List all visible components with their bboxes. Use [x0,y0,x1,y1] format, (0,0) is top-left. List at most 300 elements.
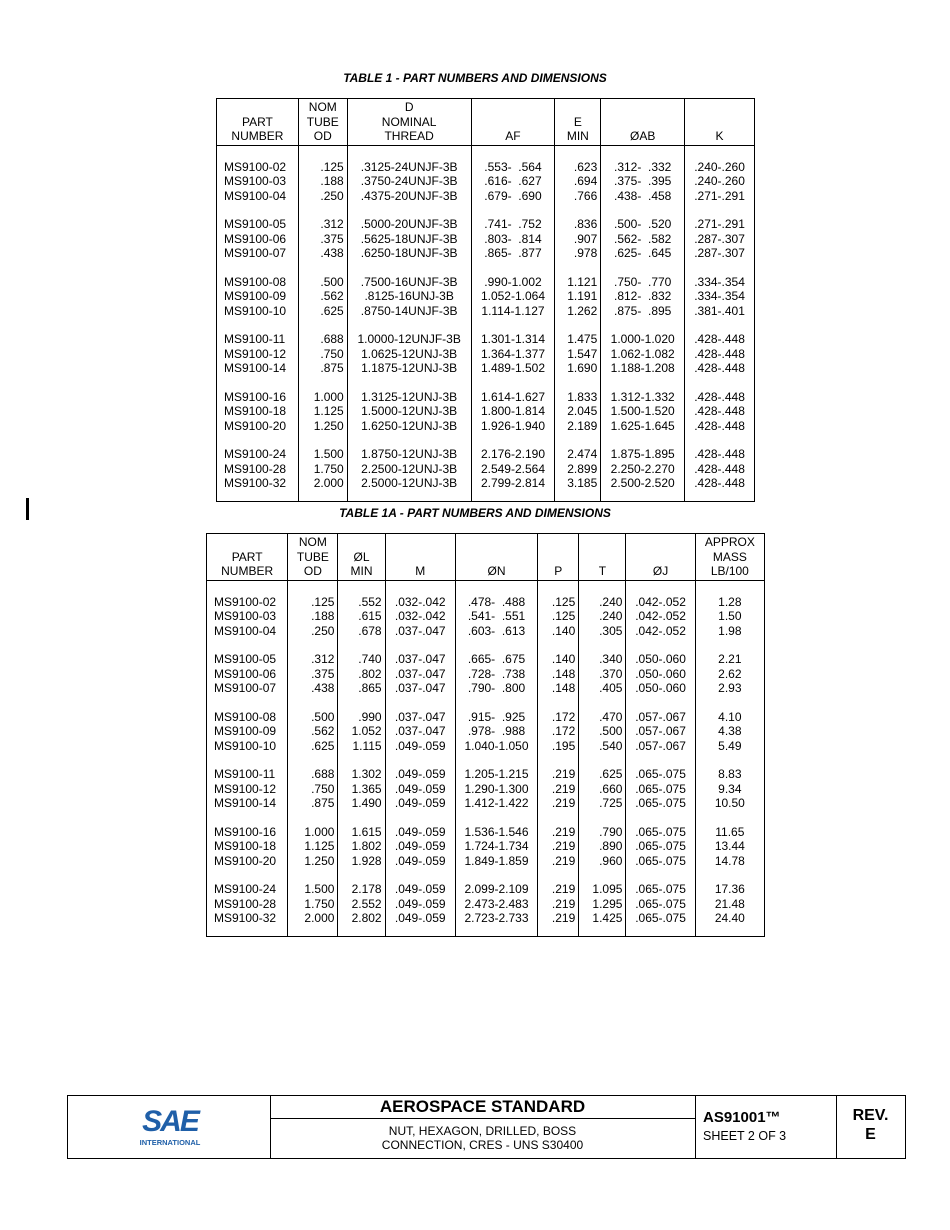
spacer-cell [471,145,555,160]
table-cell: 2.500-2.520 [601,476,685,491]
table-cell: .049-.059 [385,911,455,926]
table-cell: 2.802 [338,911,385,926]
table-cell: 1.040-1.050 [455,739,537,754]
table-cell: .148 [538,667,579,682]
row-spacer [207,753,765,767]
table-cell: .428-.448 [685,361,755,376]
part-number-cell: MS9100-28 [207,897,288,912]
table-cell: .428-.448 [685,476,755,491]
table-cell: 4.38 [695,724,764,739]
table-row [217,404,755,419]
spacer-cell [538,868,579,882]
table-cell: 2.473-2.483 [455,897,537,912]
part-number-cell: MS9100-18 [207,839,288,854]
spacer-cell [695,696,764,710]
table-row [217,174,755,189]
table-row [217,217,755,232]
header-text: APPROX [704,535,755,549]
spacer-cell [338,696,385,710]
table-cell: 13.44 [695,839,764,854]
spacer-cell [207,753,288,767]
table-cell: 2.176-2.190 [471,447,555,462]
spacer-cell [298,203,347,217]
table-row [217,160,755,175]
spacer-cell [385,753,455,767]
table-cell: 11.65 [695,825,764,840]
spacer-cell [555,145,601,160]
header-text: ØL [353,549,370,564]
part-number-cell: MS9100-05 [207,652,288,667]
table-cell: .625- .645 [601,246,685,261]
spacer-cell [385,926,455,937]
part-number-cell: MS9100-12 [207,782,288,797]
part-number-cell: MS9100-08 [207,710,288,725]
spacer-cell [471,261,555,275]
row-spacer [217,145,755,160]
table-cell: .470 [579,710,626,725]
spacer-cell [555,491,601,502]
table-cell: .125 [538,609,579,624]
table-row [207,739,765,754]
spacer-cell [471,203,555,217]
table-cell: 2.099-2.109 [455,882,537,897]
table-cell: .6250-18UNJF-3B [347,246,471,261]
table-cell: 2.045 [555,404,601,419]
header-text: MIN [350,564,373,578]
table-cell: 2.899 [555,462,601,477]
table-row [207,825,765,840]
table-cell: .428-.448 [685,447,755,462]
table-cell: .049-.059 [385,782,455,797]
table-cell: 1.833 [555,390,601,405]
table-cell: .219 [538,911,579,926]
spacer-cell [538,580,579,595]
table-row [217,332,755,347]
spacer-cell [555,376,601,390]
part-number-cell: MS9100-11 [207,767,288,782]
table-cell: .032-.042 [385,595,455,610]
table-cell: .603- .613 [455,624,537,639]
table-cell: 1.98 [695,624,764,639]
table-cell: .8125-16UNJ-3B [347,289,471,304]
table-cell: .312 [298,217,347,232]
part-number-cell: MS9100-03 [217,174,299,189]
table-row [217,476,755,491]
table-cell: 2.189 [555,419,601,434]
table-cell: 2.62 [695,667,764,682]
sae-logo [138,1103,202,1149]
table-cell: 1.250 [288,854,338,869]
table-row [217,189,755,204]
spacer-cell [217,318,299,332]
table-cell: 1.475 [555,332,601,347]
revision [836,1106,905,1144]
spacer-cell [347,433,471,447]
spacer-cell [288,811,338,825]
table-cell: .500 [298,275,347,290]
table-cell: .381-.401 [685,304,755,319]
table-cell: .625 [579,767,626,782]
table-cell: 2.178 [338,882,385,897]
table-cell: .050-.060 [626,667,695,682]
table-cell: 2.5000-12UNJ-3B [347,476,471,491]
table-cell: 1.928 [338,854,385,869]
table-cell: .050-.060 [626,681,695,696]
table-cell: .172 [538,710,579,725]
table-cell: 1.724-1.734 [455,839,537,854]
spacer-cell [626,811,695,825]
part-number-cell: MS9100-04 [207,624,288,639]
table1-body [217,145,755,501]
table-cell: .890 [579,839,626,854]
table-cell: .057-.067 [626,710,695,725]
spacer-cell [579,638,626,652]
part-number-cell: MS9100-12 [217,347,299,362]
table-cell: .500- .520 [601,217,685,232]
table-cell: .219 [538,767,579,782]
table-cell: .148 [538,681,579,696]
table-cell: 1.5000-12UNJ-3B [347,404,471,419]
table-cell: .219 [538,854,579,869]
table-cell: .037-.047 [385,667,455,682]
part-number-cell: MS9100-16 [207,825,288,840]
header-text: ØN [487,564,506,578]
table-cell: 1.0000-12UNJF-3B [347,332,471,347]
table-cell: 21.48 [695,897,764,912]
spacer-cell [385,696,455,710]
description-line-1: NUT, HEXAGON, DRILLED, BOSS [388,1124,577,1138]
table-cell: .219 [538,782,579,797]
table-cell: .725 [579,796,626,811]
table-cell: .049-.059 [385,796,455,811]
table-row [207,854,765,869]
table-cell: 1.500-1.520 [601,404,685,419]
table1-header-col-1 [298,99,347,146]
spacer-cell [217,376,299,390]
spacer-cell [455,638,537,652]
table-cell: 2.250-2.270 [601,462,685,477]
table-cell: .065-.075 [626,882,695,897]
part-number-cell: MS9100-11 [217,332,299,347]
table-cell: 1.312-1.332 [601,390,685,405]
table-cell: .540 [579,739,626,754]
table-cell: .312 [288,652,338,667]
standard-description [270,1124,695,1152]
header-text: PART [241,114,273,129]
spacer-cell [601,491,685,502]
table1-header-col-0 [217,99,299,146]
spacer-cell [338,811,385,825]
table-cell: 2.549-2.564 [471,462,555,477]
spacer-cell [471,491,555,502]
table-cell: 1.000 [298,390,347,405]
table-row [217,447,755,462]
table1a-title: TABLE 1A - PART NUMBERS AND DIMENSIONS [339,506,611,520]
table-cell: .428-.448 [685,404,755,419]
part-number-cell: MS9100-09 [207,724,288,739]
spacer-cell [626,580,695,595]
spacer-cell [217,261,299,275]
part-number-cell: MS9100-05 [217,217,299,232]
table-cell: .032-.042 [385,609,455,624]
table-cell: .125 [538,595,579,610]
table-cell: .049-.059 [385,767,455,782]
table-cell: .679- .690 [471,189,555,204]
table-cell: .195 [538,739,579,754]
table-cell: .803- .814 [471,232,555,247]
spacer-cell [288,580,338,595]
spacer-cell [298,491,347,502]
spacer-cell [601,261,685,275]
table-row [207,652,765,667]
table-cell: .836 [555,217,601,232]
table-cell: .625 [288,739,338,754]
spacer-cell [207,580,288,595]
table-cell: .500 [288,710,338,725]
table-cell: .125 [288,595,338,610]
table-cell: .037-.047 [385,724,455,739]
spacer-cell [288,696,338,710]
table1a-header-row [207,534,765,581]
spacer-cell [338,580,385,595]
table-cell: 2.93 [695,681,764,696]
spacer-cell [626,638,695,652]
spacer-cell [298,318,347,332]
spacer-cell [685,491,755,502]
spacer-cell [288,926,338,937]
spacer-cell [455,926,537,937]
table-cell: .665- .675 [455,652,537,667]
header-text: TUBE [296,549,329,564]
table-cell: 1.849-1.859 [455,854,537,869]
table-cell: 1.115 [338,739,385,754]
table-cell: .219 [538,839,579,854]
table-row [217,304,755,319]
table-cell: 8.83 [695,767,764,782]
table1a-header-col-1 [288,534,338,581]
spacer-cell [685,376,755,390]
spacer-cell [538,926,579,937]
table-cell: 1.364-1.377 [471,347,555,362]
revision-cell [836,1096,905,1158]
table-cell: 2.552 [338,897,385,912]
table-cell: 1.052 [338,724,385,739]
part-number-cell: MS9100-32 [207,911,288,926]
row-spacer [217,203,755,217]
spacer-cell [207,638,288,652]
part-number-cell: MS9100-10 [217,304,299,319]
header-text: OD [303,564,322,578]
table-cell: 1.365 [338,782,385,797]
document-cell [695,1096,837,1158]
table-cell: .219 [538,825,579,840]
spacer-cell [298,145,347,160]
part-number-cell: MS9100-03 [207,609,288,624]
table-cell: .049-.059 [385,839,455,854]
spacer-cell [385,811,455,825]
table-cell: 2.723-2.733 [455,911,537,926]
table-cell: .552 [338,595,385,610]
table-row [207,595,765,610]
spacer-cell [207,811,288,825]
row-spacer [207,580,765,595]
table1a-header-col-7 [626,534,695,581]
table-cell: 1.205-1.215 [455,767,537,782]
spacer-cell [338,926,385,937]
table-cell: 1.750 [298,462,347,477]
spacer-cell [601,318,685,332]
spacer-cell [579,868,626,882]
table-cell: .042-.052 [626,609,695,624]
spacer-cell [601,376,685,390]
table-cell: .188 [288,609,338,624]
table-cell: .4375-20UNJF-3B [347,189,471,204]
table-cell: .312- .332 [601,160,685,175]
table-cell: .875 [288,796,338,811]
table-row [217,275,755,290]
table-cell: .562 [298,289,347,304]
table-row [217,419,755,434]
table-row [207,782,765,797]
table-cell: .978 [555,246,601,261]
table-cell: .428-.448 [685,419,755,434]
table-cell: 1.625-1.645 [601,419,685,434]
table-row [207,681,765,696]
table1a [206,533,765,937]
spacer-cell [298,376,347,390]
table1a-header-col-6 [579,534,626,581]
table-cell: .042-.052 [626,624,695,639]
table-cell: .625 [298,304,347,319]
table-cell: .562- .582 [601,232,685,247]
table-cell: .140 [538,652,579,667]
table1 [216,98,755,502]
table-cell: 2.000 [298,476,347,491]
table-cell: .623 [555,160,601,175]
header-text: NOM [308,100,337,114]
table-cell: .790- .800 [455,681,537,696]
table-cell: .907 [555,232,601,247]
table-cell: .240-.260 [685,160,755,175]
table-cell: .065-.075 [626,782,695,797]
table-cell: 1.3125-12UNJ-3B [347,390,471,405]
part-number-cell: MS9100-09 [217,289,299,304]
table-cell: .188 [298,174,347,189]
table-cell: 1.800-1.814 [471,404,555,419]
spacer-cell [695,868,764,882]
spacer-cell [347,145,471,160]
table-cell: .375 [298,232,347,247]
spacer-cell [298,261,347,275]
header-text: NOMINAL [381,114,437,129]
table-cell: .219 [538,796,579,811]
standard-cell [270,1096,696,1158]
table-cell: .865- .877 [471,246,555,261]
table-cell: 1.000-1.020 [601,332,685,347]
row-spacer [217,261,755,275]
table-cell: 1.500 [298,447,347,462]
table-cell: .428-.448 [685,390,755,405]
header-text: T [598,564,607,578]
spacer-cell [695,638,764,652]
row-spacer [207,638,765,652]
table-cell: .960 [579,854,626,869]
row-spacer [217,433,755,447]
part-number-cell: MS9100-24 [207,882,288,897]
part-number-cell: MS9100-10 [207,739,288,754]
table-cell: 2.799-2.814 [471,476,555,491]
header-text: MASS [712,549,747,564]
table-cell: .172 [538,724,579,739]
spacer-cell [455,811,537,825]
table-cell: 2.21 [695,652,764,667]
table-cell: .694 [555,174,601,189]
table-cell: .219 [538,897,579,912]
table-cell: .065-.075 [626,825,695,840]
spacer-cell [455,753,537,767]
spacer-cell [385,868,455,882]
table-cell: .057-.067 [626,724,695,739]
table-cell: .334-.354 [685,275,755,290]
document-number: AS91001™ [703,1109,781,1126]
spacer-cell [471,376,555,390]
table1-header-col-2 [347,99,471,146]
table-cell: 1.500 [288,882,338,897]
spacer-cell [347,491,471,502]
spacer-cell [626,696,695,710]
row-spacer [217,376,755,390]
table-row [207,710,765,725]
table-cell: .287-.307 [685,232,755,247]
table-cell: .049-.059 [385,739,455,754]
table-cell: .049-.059 [385,897,455,912]
table-cell: 1.125 [298,404,347,419]
table-cell: 24.40 [695,911,764,926]
header-text: D [404,100,414,114]
table-cell: .125 [298,160,347,175]
revision-value: E [865,1126,876,1143]
header-text: AF [505,129,521,143]
table1-header-col-3 [471,99,555,146]
table-cell: .049-.059 [385,882,455,897]
part-number-cell: MS9100-08 [217,275,299,290]
table-row [217,390,755,405]
table-cell: 1.114-1.127 [471,304,555,319]
table-cell: .287-.307 [685,246,755,261]
table-cell: .688 [298,332,347,347]
table-cell: 1.425 [579,911,626,926]
table1a-body [207,580,765,936]
spacer-cell [455,696,537,710]
part-number-cell: MS9100-16 [217,390,299,405]
table-cell: .428-.448 [685,347,755,362]
table-cell: 1.50 [695,609,764,624]
part-number-cell: MS9100-06 [207,667,288,682]
spacer-cell [217,491,299,502]
table-cell: .250 [298,189,347,204]
table-cell: .240 [579,609,626,624]
table-cell: .375- .395 [601,174,685,189]
table-row [217,462,755,477]
table-row [217,361,755,376]
row-spacer [217,491,755,502]
header-text: PART [231,549,263,564]
table-cell: .562 [288,724,338,739]
spacer-cell [338,638,385,652]
table-cell: .875- .895 [601,304,685,319]
table-cell: 1.536-1.546 [455,825,537,840]
spacer-cell [626,753,695,767]
